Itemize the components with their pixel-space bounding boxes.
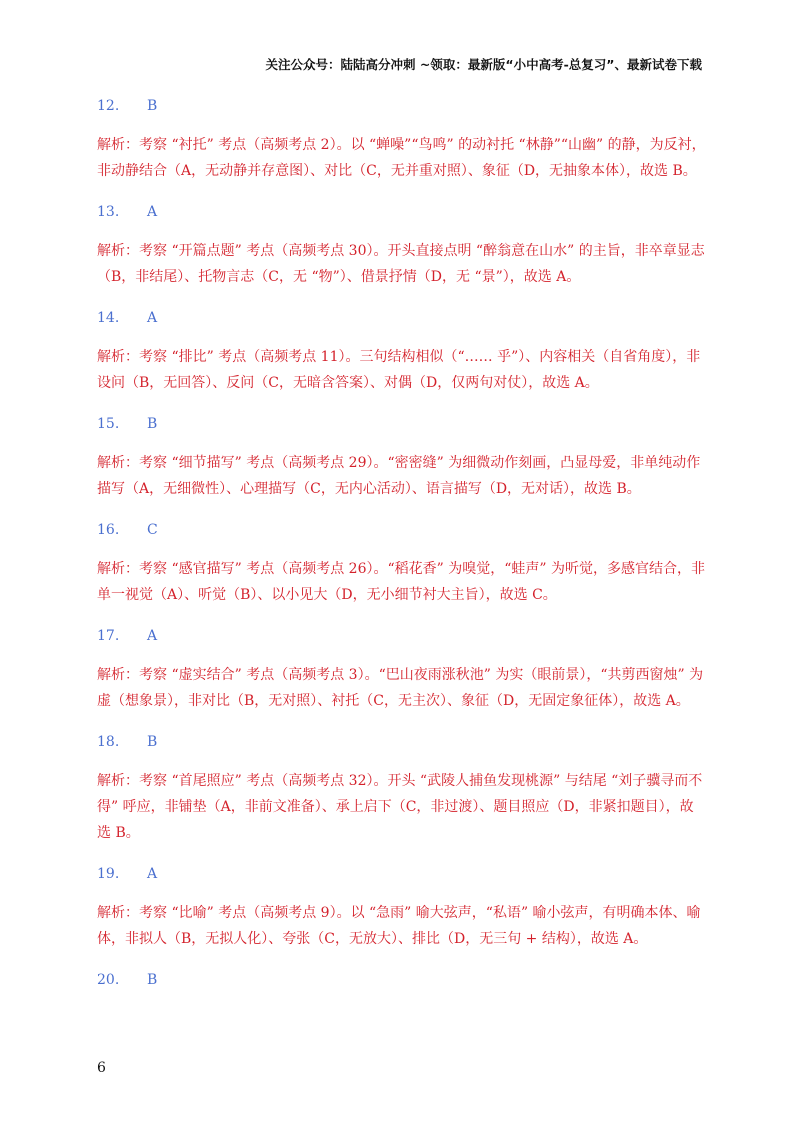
question-number — [97, 410, 707, 438]
question-number — [97, 728, 707, 756]
page-number: 6 — [97, 1060, 106, 1076]
answer-item-16 — [97, 516, 707, 608]
question-num-label: 14. — [97, 310, 120, 326]
question-num-label: 17. — [97, 628, 120, 644]
explanation: 解析：考察 “感官描写” 考点（高频考点 26）。“稻花香” 为嗅觉，“蛙声” 为听觉，多感官结合，非单一视觉（A）、听觉（B）、以小见大（D，无小细节衬大主旨），故选 C。 — [97, 561, 706, 603]
explanation: 解析：考察 “细节描写” 考点（高频考点 29）。“密密缝” 为细微动作刻画，凸显母爱，非单纯动作描写（A，无细微性）、心理描写（C，无内心活动）、语言描写（D，无对话），故选 B。 — [97, 455, 701, 497]
answer-letter: A — [147, 866, 158, 882]
answer-item-15 — [97, 410, 707, 502]
answer-item-14 — [97, 304, 707, 396]
answer-letter: A — [147, 310, 158, 326]
page-header: 关注公众号：陆陆高分冲刺 ~领取：最新版“小中高考-总复习”、最新试卷下载 — [265, 57, 702, 72]
answer-letter: C — [147, 522, 158, 538]
answer-letter: B — [147, 972, 158, 988]
question-num-label: 15. — [97, 416, 120, 432]
explanation: 解析：考察 “排比” 考点（高频考点 11）。三句结构相似（“…… 乎”）、内容相关（自省角度），非设问（B，无回答）、反问（C，无暗含答案）、对偶（D，仅两句对仗），故选 A。 — [97, 349, 701, 391]
question-number — [97, 198, 707, 226]
question-number — [97, 860, 707, 888]
answer-item-12 — [97, 92, 707, 184]
explanation: 解析：考察 “虚实结合” 考点（高频考点 3）。“巴山夜雨涨秋池” 为实（眼前景），“共剪西窗烛” 为虚（想象景），非对比（B，无对照）、衬托（C，无主次）、象征（D，无固定象征体），故选 A。 — [97, 667, 704, 709]
answer-letter: B — [147, 734, 158, 750]
question-num-label: 13. — [97, 204, 120, 220]
question-num-label: 19. — [97, 866, 120, 882]
explanation: 解析：考察 “开篇点题” 考点（高频考点 30）。开头直接点明 “醉翁意在山水” 的主旨，非卒章显志（B，非结尾）、托物言志（C，无 “物”）、借景抒情（D，无 “景”），故选 A。 — [97, 243, 705, 285]
answer-item-17 — [97, 622, 707, 714]
answer-letter: B — [147, 98, 158, 114]
answer-list — [97, 92, 707, 1006]
question-number — [97, 966, 707, 994]
explanation: 解析：考察 “衬托” 考点（高频考点 2）。以 “蝉噪”“鸟鸣” 的动衬托 “林静”“山幽” 的静，为反衬，非动静结合（A，无动静并存意图）、对比（C，无并重对照）、象征（D，无抽象本体），故选 B。 — [97, 137, 706, 179]
question-number — [97, 516, 707, 544]
answer-item-13 — [97, 198, 707, 290]
answer-item-20 — [97, 966, 707, 994]
answer-letter: A — [147, 628, 158, 644]
answer-item-18 — [97, 728, 707, 846]
answer-letter: A — [147, 204, 158, 220]
question-num-label: 16. — [97, 522, 120, 538]
question-number — [97, 304, 707, 332]
question-number — [97, 622, 707, 650]
question-num-label: 20. — [97, 972, 120, 988]
answer-item-19 — [97, 860, 707, 952]
question-num-label: 18. — [97, 734, 120, 750]
answer-letter: B — [147, 416, 158, 432]
question-number — [97, 92, 707, 120]
question-num-label: 12. — [97, 98, 120, 114]
explanation: 解析：考察 “首尾照应” 考点（高频考点 32）。开头 “武陵人捕鱼发现桃源” 与结尾 “刘子骥寻而不得” 呼应，非铺垫（A，非前文准备）、承上启下（C，非过渡）、题目照应（D，非紧扣题目），故选 B。 — [97, 773, 703, 841]
explanation: 解析：考察 “比喻” 考点（高频考点 9）。以 “急雨” 喻大弦声，“私语” 喻小弦声，有明确本体、喻体，非拟人（B，无拟人化）、夸张（C，无放大）、排比（D，无三句 + 结构），故选 A。 — [97, 905, 701, 947]
